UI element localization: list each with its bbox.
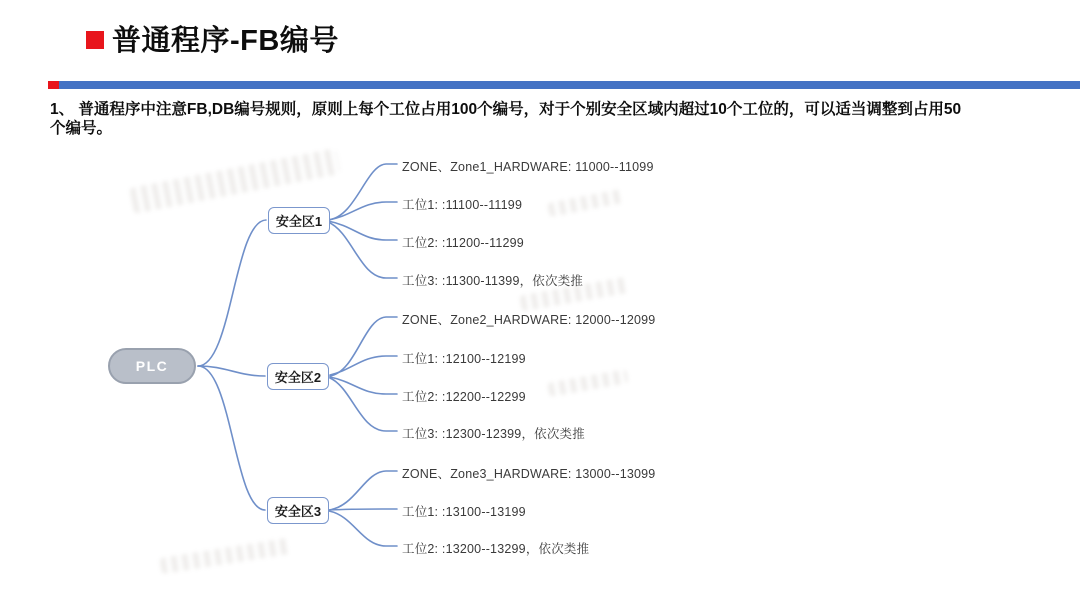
- branch-zone1-leaf1: [328, 164, 397, 220]
- leaf-label: 工位1: :13100--13199: [402, 505, 526, 519]
- branch-zone2-leaf2: [330, 356, 397, 375]
- leaf-label: 工位3: :11300-11399，依次类推: [402, 274, 584, 288]
- branch-zone2-leaf1: [330, 317, 397, 376]
- branch-zone1-leaf2: [328, 202, 397, 220]
- leaf-label: 工位2: :11200--11299: [402, 236, 524, 250]
- branch-root-zone3: [198, 366, 265, 510]
- leaf-label: ZONE、Zone1_HARDWARE: 11000--11099: [402, 160, 654, 174]
- branch-zone1-leaf4: [328, 222, 397, 278]
- leaf-label: 工位3: :12300-12399，依次类推: [402, 427, 585, 441]
- leaf-label: ZONE、Zone3_HARDWARE: 13000--13099: [402, 467, 656, 481]
- body-line-2: 个编号。: [50, 120, 113, 137]
- branch-zone3-leaf1: [329, 471, 397, 510]
- plc-root-node: PLC: [108, 348, 196, 384]
- page-title: 普通程序-FB编号: [112, 25, 339, 57]
- zone-node-2: 安全区2: [267, 363, 329, 390]
- body-line-1: 1、 普通程序中注意FB,DB编号规则，原则上每个工位占用100个编号，对于个别安全区域内超过10个工位的，可以适当调整到占用50: [50, 101, 962, 118]
- branch-zone3-leaf3: [329, 511, 397, 546]
- zone-node-3: 安全区3: [267, 497, 329, 524]
- branch-root-zone1: [198, 220, 266, 366]
- leaf-label: 工位1: :12100--12199: [402, 352, 526, 366]
- leaf-label: 工位2: :13200--13299，依次类推: [402, 542, 590, 556]
- branch-zone3-leaf2: [329, 509, 397, 510]
- branch-zone1-leaf3: [328, 221, 397, 240]
- branch-zone2-leaf4: [330, 378, 397, 431]
- leaf-label: ZONE、Zone2_HARDWARE: 12000--12099: [402, 313, 656, 327]
- leaf-label: 工位1: :11100--11199: [402, 198, 523, 212]
- zone-node-1: 安全区1: [268, 207, 330, 234]
- leaf-label: 工位2: :12200--12299: [402, 390, 526, 404]
